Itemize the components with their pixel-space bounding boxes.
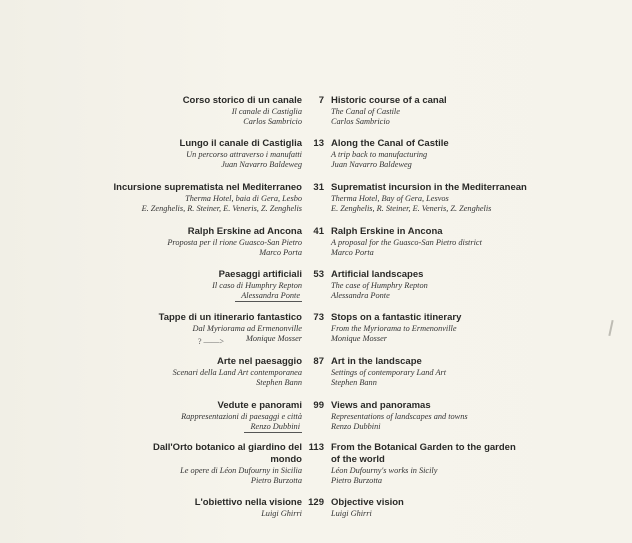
- italian-author-underlined: Alessandra Ponte: [235, 291, 302, 302]
- english-subtitle: A proposal for the Guasco-San Pietro district: [331, 238, 482, 247]
- english-subtitle: From the Myriorama to Ermenonville: [331, 324, 457, 333]
- english-block: [331, 400, 531, 432]
- page-number: 31: [313, 182, 324, 193]
- italian-subtitle: Dal Myriorama ad Ermenonville: [192, 324, 302, 333]
- pencil-mark: [608, 320, 613, 336]
- english-block: [331, 138, 531, 170]
- english-author: Alessandra Ponte: [331, 291, 390, 300]
- english-title: Stops on a fantastic itinerary: [331, 312, 462, 323]
- page-number: 129: [308, 497, 324, 508]
- italian-title: Ralph Erskine ad Ancona: [187, 226, 302, 237]
- italian-author: Stephen Bann: [256, 378, 302, 387]
- english-title: Suprematist incursion in the Mediterranean: [331, 182, 527, 193]
- italian-subtitle: Un percorso attraverso i manufatti: [186, 150, 302, 159]
- italian-title: Tappe di un itinerario fantastico: [158, 312, 302, 323]
- english-author: Stephen Bann: [331, 378, 377, 387]
- english-title: Along the Canal of Castile: [331, 138, 449, 149]
- italian-subtitle: Therma Hotel, baia di Gera, Lesbo: [185, 194, 302, 203]
- english-block: [331, 182, 531, 214]
- italian-block: [2, 400, 302, 433]
- italian-subtitle: Rappresentazioni di paesaggi e città: [181, 412, 302, 421]
- english-subtitle: Therma Hotel, Bay of Gera, Lesvos: [331, 194, 449, 203]
- italian-title: L'obiettivo nella visione: [194, 497, 302, 508]
- english-title: Historic course of a canal: [331, 95, 447, 106]
- english-title: Views and panoramas: [331, 400, 431, 411]
- italian-author: Monique Mosser: [246, 334, 302, 343]
- page-number: 53: [313, 269, 324, 280]
- italian-title: Dall'Orto botanico al giardino del: [153, 442, 302, 453]
- italian-author: Pietro Burzotta: [250, 476, 302, 485]
- english-author: Monique Mosser: [331, 334, 387, 343]
- english-author: Pietro Burzotta: [331, 476, 383, 485]
- italian-subtitle: Le opere di Léon Dufourny in Sicilia: [180, 466, 302, 475]
- italian-block: [2, 442, 302, 486]
- italian-title: Paesaggi artificiali: [218, 269, 302, 280]
- italian-title: Vedute e panorami: [217, 400, 302, 411]
- italian-author: E. Zenghelis, R. Steiner, E. Veneris, Z. Zenghelis: [141, 204, 302, 213]
- italian-subtitle: Proposta per il rione Guasco-San Pietro: [167, 238, 302, 247]
- italian-block: [2, 497, 302, 519]
- italian-block: [2, 138, 302, 170]
- italian-block: [2, 226, 302, 258]
- italian-block: [0, 182, 302, 214]
- page-number: 13: [313, 138, 324, 149]
- english-subtitle: The case of Humphry Repton: [331, 281, 428, 290]
- italian-author: Juan Navarro Baldeweg: [221, 160, 302, 169]
- italian-title: Incursione suprematista nel Mediterraneo: [113, 182, 302, 193]
- page-number: 113: [308, 442, 324, 453]
- english-block: [331, 356, 531, 388]
- italian-block: [2, 269, 302, 302]
- italian-block: [2, 312, 302, 344]
- english-subtitle: The Canal of Castile: [331, 107, 400, 116]
- page-number: 7: [318, 95, 324, 106]
- english-author: Carlos Sambricio: [331, 117, 390, 126]
- english-title: Ralph Erskine in Ancona: [331, 226, 443, 237]
- english-subtitle: Luigi Ghirri: [331, 509, 372, 518]
- english-block: [331, 497, 531, 519]
- english-author: Juan Navarro Baldeweg: [331, 160, 412, 169]
- italian-subtitle: Scenari della Land Art contemporanea: [172, 368, 302, 377]
- english-block: [331, 95, 531, 127]
- italian-author-underlined: Renzo Dubbini: [244, 422, 302, 433]
- english-block: [331, 442, 531, 486]
- page-number: 73: [313, 312, 324, 323]
- english-title: Art in the landscape: [331, 356, 422, 367]
- english-title: Objective vision: [331, 497, 404, 508]
- italian-author: Carlos Sambricio: [243, 117, 302, 126]
- english-subtitle: Léon Dufourny's works in Sicily: [331, 466, 438, 475]
- handwritten-arrow-annotation: ? ——>: [198, 337, 225, 346]
- italian-block: [2, 356, 302, 388]
- italian-title: Corso storico di un canale: [182, 95, 302, 106]
- english-subtitle: A trip back to manufacturing: [331, 150, 428, 159]
- english-block: [331, 226, 531, 258]
- italian-title: Lungo il canale di Castiglia: [179, 138, 302, 149]
- italian-subtitle: Il canale di Castiglia: [231, 107, 302, 116]
- italian-block: [2, 95, 302, 127]
- italian-title: Arte nel paesaggio: [217, 356, 302, 367]
- italian-author: Marco Porta: [259, 248, 302, 257]
- english-title-line2: of the world: [331, 454, 385, 465]
- english-subtitle: Representations of landscapes and towns: [331, 412, 468, 421]
- english-title: From the Botanical Garden to the garden: [331, 442, 516, 453]
- italian-subtitle: Luigi Ghirri: [261, 509, 302, 518]
- english-subtitle: Settings of contemporary Land Art: [331, 368, 447, 377]
- page-number: 41: [313, 226, 324, 237]
- english-block: [331, 312, 531, 344]
- english-author: Renzo Dubbini: [331, 422, 381, 431]
- english-title: Artificial landscapes: [331, 269, 424, 280]
- page-number: 87: [313, 356, 324, 367]
- english-block: [331, 269, 531, 301]
- italian-title-line2: mondo: [270, 454, 302, 465]
- english-author: Marco Porta: [331, 248, 374, 257]
- page-number: 99: [313, 400, 324, 411]
- italian-subtitle: Il caso di Humphry Repton: [212, 281, 302, 290]
- english-author: E. Zenghelis, R. Steiner, E. Veneris, Z. Zenghelis: [331, 204, 492, 213]
